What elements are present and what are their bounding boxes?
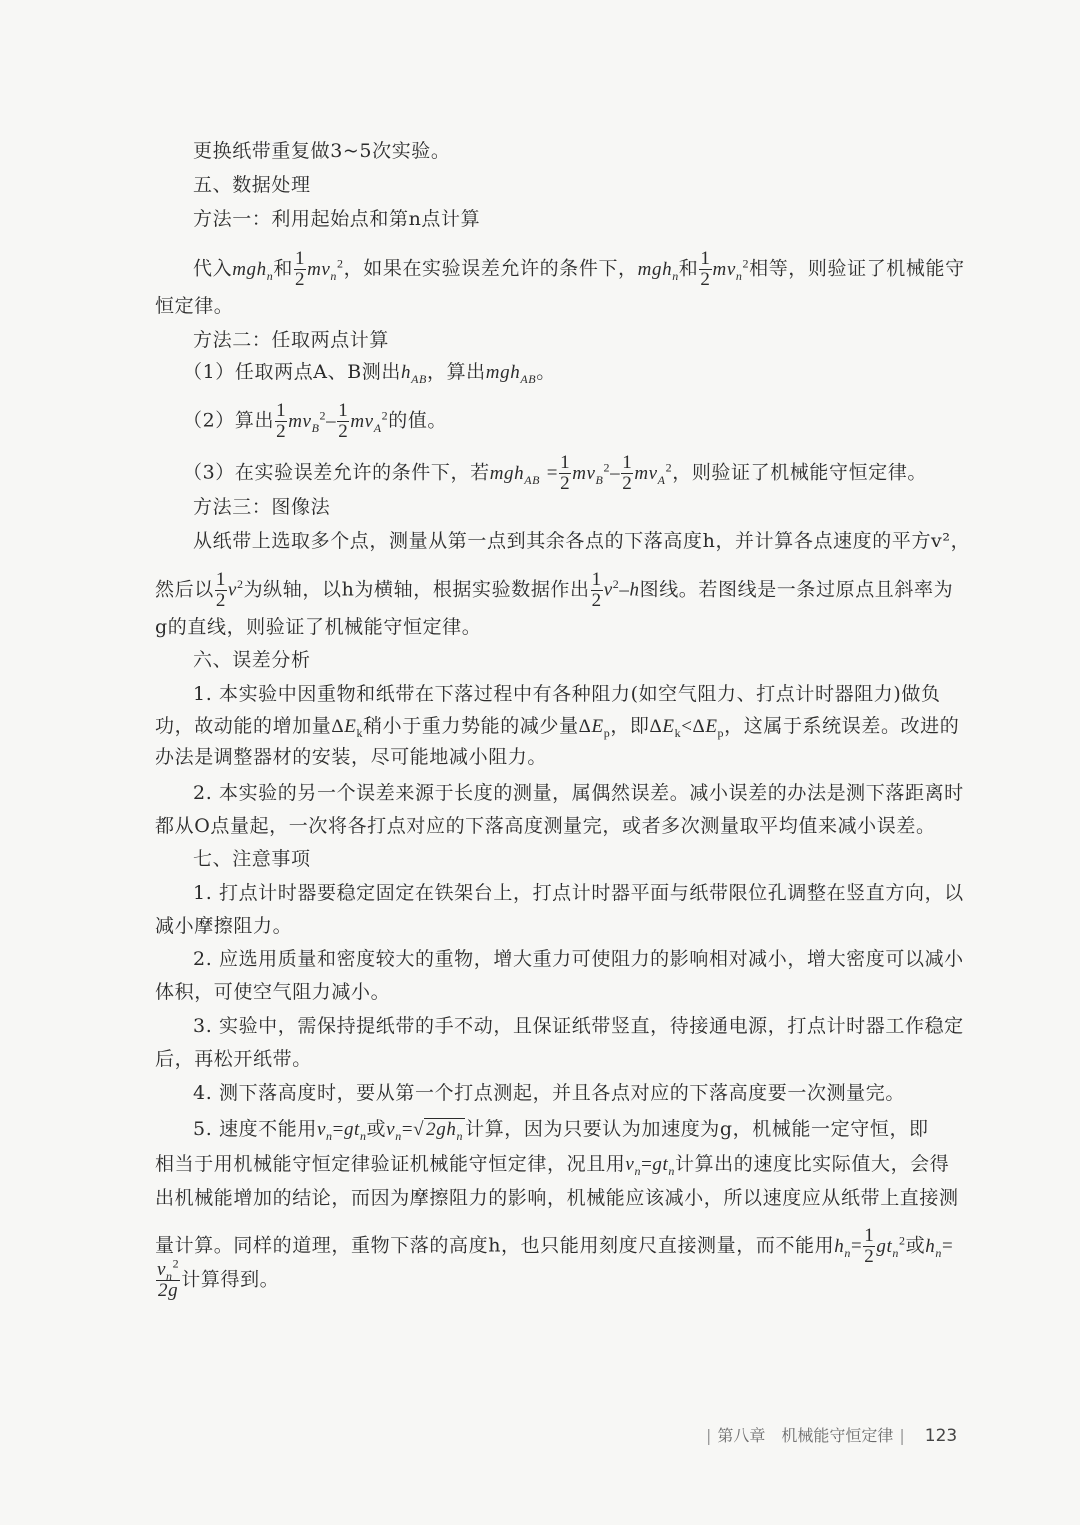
footer-divider: | xyxy=(706,1426,712,1445)
text-line: 1. 打点计时器要稳定固定在铁架台上，打点计时器平面与纸带限位孔调整在竖直方向，以 xyxy=(193,882,964,904)
text-line: 恒定律。 xyxy=(155,295,234,317)
text-line: 代入mgh$_n$和 $\frac{1}{2}$ $mv_n^2$，如果在实验误差允许的条件下，mgh$_n$和 $\frac{1}{2}$ $mv_n^2$相等，则验证了机械能守 xyxy=(193,248,965,290)
method-heading: 方法二：任取两点计算 xyxy=(193,329,390,351)
text-line: （2）算出 $\frac{1}{2}$ $mv_B^2-$ $\frac{1}{2}$ $mv_A^2$的值。 xyxy=(183,400,448,442)
text-line: 3. 实验中，需保持提纸带的手不动，且保证纸带竖直，待接通电源，打点计时器工作稳定 xyxy=(193,1015,964,1037)
page-footer xyxy=(700,1423,957,1446)
text-line: 体积，可使空气阻力减小。 xyxy=(155,981,391,1003)
text-line: 然后以 $\frac{1}{2}$ $v^2$为纵轴，以h为横轴，根据实验数据作出 $\frac{1}{2}$ $v^2-h$图线。若图线是一条过原点且斜率为 xyxy=(155,569,954,611)
text-line: g的直线，则验证了机械能守恒定律。 xyxy=(155,616,482,638)
section-heading: 五、数据处理 xyxy=(193,174,311,196)
text-line: 减小摩擦阻力。 xyxy=(155,915,293,937)
section-heading: 六、误差分析 xyxy=(193,649,311,671)
method-heading: 方法一：利用起始点和第n点计算 xyxy=(193,208,481,230)
text-line: 2. 本实验的另一个误差来源于长度的测量，属偶然误差。减小误差的办法是测下落距离时 xyxy=(193,782,964,804)
text-line: 出机械能增加的结论，而因为摩擦阻力的影响，机械能应该减小，所以速度应从纸带上直接测 xyxy=(155,1187,959,1209)
section-heading: 七、注意事项 xyxy=(193,848,311,870)
text-line: 相当于用机械能守恒定律验证机械能守恒定律，况且用$v_n=gt_n$计算出的速度比实际值大，会得 xyxy=(155,1153,950,1178)
text-line: 办法是调整器材的安装，尽可能地减小阻力。 xyxy=(155,746,548,768)
text-line: （3）在实验误差允许的条件下，若mgh$_{AB}$ = $\frac{1}{2}$ $mv_B^2-$ $\frac{1}{2}$ $mv_A^2$，则验证了机械能守恒定律。 xyxy=(183,452,928,494)
text-line: 更换纸带重复做3~5次实验。 xyxy=(193,140,451,162)
text-line: 1. 本实验中因重物和纸带在下落过程中有各种阻力(如空气阻力、打点计时器阻力)做负 xyxy=(193,683,941,705)
page-number: 123 xyxy=(924,1426,958,1446)
text-line: 5. 速度不能用$v_n=gt_n$或$v_n=√$ $2gh_n$ 计算，因为只要认为加速度为g，机械能一定守恒，即 xyxy=(193,1118,929,1143)
chapter-title: 第八章 机械能守恒定律 xyxy=(717,1426,894,1445)
text-line: 功，故动能的增加量$\Delta E_k$稍小于重力势能的减少量$\Delta E_p$，即$\Delta E_k<\Delta E_p$，这属于系统误差。改进的 xyxy=(155,715,960,740)
text-line: 2. 应选用质量和密度较大的重物，增大重力可使阻力的影响相对减小，增大密度可以减小 xyxy=(193,948,964,970)
text-line: 量计算。同样的道理，重物下落的高度h，也只能用刻度尺直接测量，而不能用$h_n=$ $\frac{1}{2}$ $gt_n^2$或$h_n=$ xyxy=(155,1225,954,1267)
text-line: 从纸带上选取多个点，测量从第一点到其余各点的下落高度h，并计算各点速度的平方v²， xyxy=(193,530,971,552)
text-line: 4. 测下落高度时，要从第一个打点测起，并且各点对应的下落高度要一次测量完。 xyxy=(193,1082,905,1104)
text-line: （1）任取两点A、B测出$h_{AB}$，算出mgh$_{AB}$。 xyxy=(183,361,556,386)
text-line: 后，再松开纸带。 xyxy=(155,1048,312,1070)
text-line: 都从O点量起，一次将各打点对应的下落高度测量完，或者多次测量取平均值来减小误差。 xyxy=(155,815,936,837)
text-line: $\frac{v_n^2}{2g}$ 计算得到。 xyxy=(157,1256,280,1301)
method-heading: 方法三：图像法 xyxy=(193,496,331,518)
footer-divider: | xyxy=(899,1426,905,1445)
